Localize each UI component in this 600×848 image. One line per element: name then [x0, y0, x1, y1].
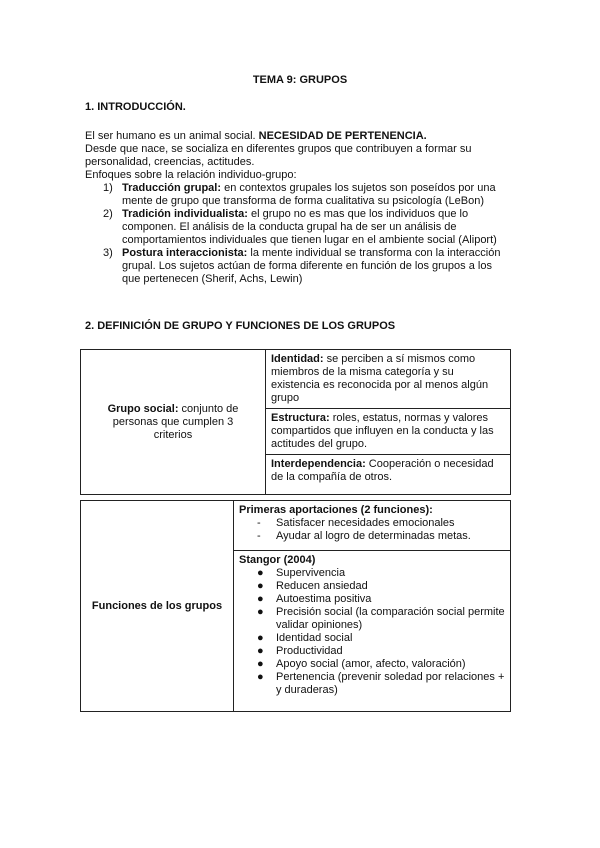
list-item: [85, 247, 510, 286]
intro-line1-text: El ser humano es un animal social.: [85, 130, 259, 142]
grupo-social-cell: [81, 350, 266, 495]
item-text: la mente individual se transforma con la interacción grupal. Los sujetos actúan de forma diferente en función de los grupos a los que pertenecen (Sherif, Achs, Lewin): [122, 247, 501, 285]
intro-text: [85, 130, 515, 286]
document-title: TEMA 9: GRUPOS: [252, 74, 348, 86]
list-item: [239, 530, 505, 543]
item-number: 1): [103, 182, 113, 194]
bullet-icon: ●: [257, 671, 264, 683]
bullet-icon: ●: [257, 645, 264, 657]
bullet-icon: ●: [257, 593, 264, 605]
criterion-cell: [266, 350, 511, 409]
list-item: [239, 671, 505, 697]
item-text: Reducen ansiedad: [276, 580, 368, 592]
intro-para3: Enfoques sobre la relación individuo-grupo:: [85, 169, 297, 181]
stangor-list: [239, 567, 505, 697]
item-title: Tradición individualista:: [122, 208, 248, 220]
list-item: [239, 580, 505, 593]
list-item: [239, 567, 505, 580]
item-number: 2): [103, 208, 113, 220]
grupo-social-label: Grupo social:: [107, 402, 179, 415]
item-text: Supervivencia: [276, 567, 346, 579]
section-heading-introduccion: 1. INTRODUCCIÓN.: [85, 101, 186, 113]
item-text: Autoestima positiva: [276, 593, 372, 605]
list-item: [239, 593, 505, 606]
item-text: el grupo no es mas que los individuos que lo componen. El análisis de la conducta grupal ha de ser un análisis de comportamientos individuales que tienen lugar en el ambiente social (Aliport): [122, 208, 497, 246]
bullet-icon: ●: [257, 658, 264, 670]
criterion-title: Interdependencia:: [271, 458, 366, 470]
bullet-icon: ●: [257, 567, 264, 579]
approaches-list: [85, 182, 510, 286]
dash-icon: -: [257, 530, 261, 542]
item-text: Precisión social (la comparación social permite validar opiniones): [276, 606, 505, 631]
primeras-list: [239, 517, 505, 543]
stangor-cell: [234, 551, 511, 712]
criterion-title: Estructura:: [271, 412, 330, 424]
list-item: [85, 182, 510, 208]
criterion-cell: [266, 409, 511, 455]
section-heading-definicion: 2. DEFINICIÓN DE GRUPO Y FUNCIONES DE LOS GRUPOS: [85, 320, 396, 332]
item-text: en contextos grupales los sujetos son poseídos por una mente de grupo que transforma de forma cualitativa su psicología (LeBon): [122, 182, 496, 207]
funciones-label: Funciones de los grupos: [81, 501, 234, 712]
criterion-text: Cooperación o necesidad de la compañía de otros.: [271, 458, 494, 483]
criterion-title: Identidad:: [271, 353, 324, 365]
primeras-heading: Primeras aportaciones (2 funciones):: [239, 504, 433, 516]
grupo-social-table: [80, 349, 511, 495]
intro-para2: Desde que nace, se socializa en diferentes grupos que contribuyen a formar su personalidad, creencias, actitudes.: [85, 143, 472, 168]
list-item: [239, 658, 505, 671]
intro-line1-bold: NECESIDAD DE PERTENENCIA.: [258, 130, 427, 142]
stangor-heading: Stangor (2004): [239, 554, 316, 566]
item-text: Identidad social: [276, 632, 353, 644]
list-item: [239, 645, 505, 658]
primeras-aportaciones-cell: [234, 501, 511, 551]
item-text: Productividad: [276, 645, 343, 657]
list-item: [239, 632, 505, 645]
funciones-table: [80, 500, 511, 712]
item-title: Traducción grupal:: [122, 182, 222, 194]
item-title: Postura interaccionista:: [122, 247, 248, 259]
criterion-text: roles, estatus, normas y valores compartidos que influyen en la conducta y las actitudes del grupo.: [271, 412, 494, 450]
list-item: [239, 517, 505, 530]
bullet-icon: ●: [257, 632, 264, 644]
item-text: Apoyo social (amor, afecto, valoración): [276, 658, 466, 670]
bullet-icon: ●: [257, 606, 264, 618]
item-number: 3): [103, 247, 113, 259]
list-item: [239, 606, 505, 632]
criterion-text: se perciben a sí mismos como miembros de la misma categoría y su existencia es reconocida por al menos algún grupo: [271, 353, 489, 404]
item-text: Ayudar al logro de determinadas metas.: [276, 530, 471, 542]
item-text: Satisfacer necesidades emocionales: [276, 517, 455, 529]
criterion-cell: [266, 455, 511, 495]
bullet-icon: ●: [257, 580, 264, 592]
item-text: Pertenencia (prevenir soledad por relaciones + y duraderas): [276, 671, 505, 696]
grupo-social-text: conjunto de personas que cumplen 3 criterios: [112, 402, 239, 441]
list-item: [85, 208, 510, 247]
dash-icon: -: [257, 517, 261, 529]
intro-line1: [85, 130, 515, 143]
